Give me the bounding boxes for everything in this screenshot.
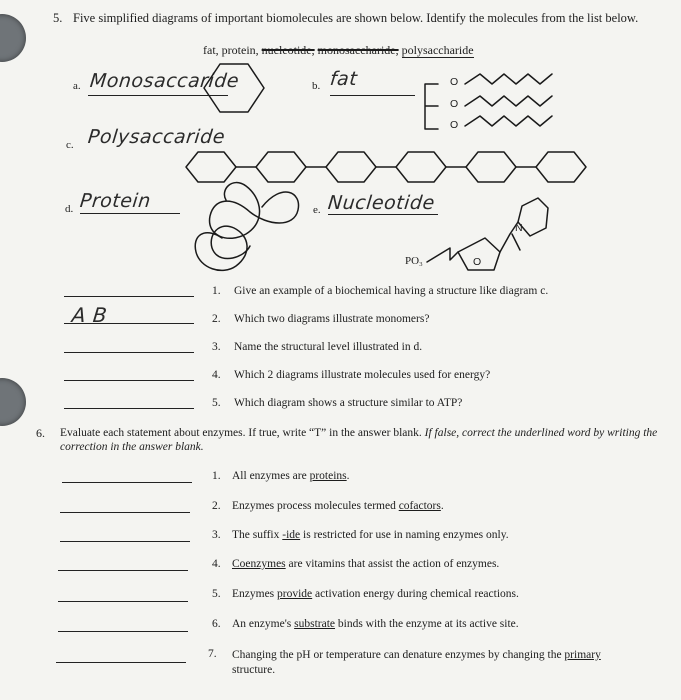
q5-2-text: Which two diagrams illustrate monomers? <box>234 313 430 325</box>
q5-4-answer-line[interactable] <box>64 380 194 381</box>
fatty-acid-chain-3 <box>465 116 552 126</box>
ribose-oxygen-label: O <box>473 256 482 268</box>
q6-1-text: All enzymes are proteins. <box>232 470 350 482</box>
diagram-c-letter: c. <box>66 139 74 151</box>
q5-1-answer-line[interactable] <box>64 296 194 297</box>
base-nitrogen-label: N <box>515 222 523 234</box>
word-polysaccharide: polysaccharide <box>401 43 474 57</box>
q6-5-number: 5. <box>212 588 221 600</box>
fat-oxygen-3: O <box>450 119 459 131</box>
q6-2-text: Enzymes process molecules termed cofactors. <box>232 500 444 512</box>
q6-3-answer-line[interactable] <box>60 541 190 542</box>
diagram-b-answer: fat <box>328 68 359 90</box>
q6-3-text: The suffix -ide is restricted for use in naming enzymes only. <box>232 529 509 541</box>
q6-7-answer-line[interactable] <box>56 662 186 663</box>
q6-2-answer-line[interactable] <box>60 512 190 513</box>
q5-1-number: 1. <box>212 285 221 297</box>
word-monosaccharide: monosaccharide, <box>317 43 399 57</box>
q5-2-number: 2. <box>212 313 221 325</box>
diagram-c-answer: Polysaccaride <box>86 126 227 148</box>
q6-1-underlined: proteins <box>309 470 347 482</box>
diagram-a-letter: a. <box>73 80 81 92</box>
section6-title-plain: Evaluate each statement about enzymes. If true, write “T” in the answer blank. <box>60 427 422 439</box>
word-nucleotide: nucleotide, <box>261 43 315 57</box>
section5-title: Five simplified diagrams of important biomolecules are shown below. Identify the molecules from the list below. <box>73 11 639 25</box>
diagram-e-letter: e. <box>313 204 321 216</box>
nucleotide-structure <box>427 198 548 270</box>
q5-5-number: 5. <box>212 397 221 409</box>
monosaccharide-hexagon <box>204 64 264 112</box>
q6-2-underlined: cofactors <box>398 500 441 512</box>
q6-5-underlined: provide <box>277 588 313 600</box>
q5-5-text: Which diagram shows a structure similar to ATP? <box>234 397 463 409</box>
q6-4-underlined: Coenzymes <box>232 558 286 570</box>
fat-oxygen-2: O <box>450 98 459 110</box>
q6-4-number: 4. <box>212 558 221 570</box>
section5-number: 5. <box>53 11 63 25</box>
q6-2-number: 2. <box>212 500 221 512</box>
q5-3-text: Name the structural level illustrated in d. <box>234 341 423 353</box>
diagram-e-answer: Nucleotide <box>326 192 436 214</box>
q6-4-text: Coenzymes are vitamins that assist the action of enzymes. <box>232 558 500 570</box>
q6-5-answer-line[interactable] <box>58 601 188 602</box>
polysaccharide-chain <box>186 152 586 182</box>
q6-7-line2: structure. <box>232 664 276 676</box>
q6-5-text: Enzymes provide activation energy during chemical reactions. <box>232 588 519 600</box>
diagram-b-letter: b. <box>312 80 321 92</box>
phosphate-label: PO₃ <box>405 255 423 267</box>
protein-tertiary-fold <box>195 183 298 271</box>
q6-6-underlined: substrate <box>294 618 336 630</box>
q6-6-text: An enzyme's substrate binds with the enzyme at its active site. <box>232 618 519 630</box>
section6-number: 6. <box>36 426 45 440</box>
diagram-d-answer: Protein <box>78 190 153 212</box>
diagram-a-answer: Monosaccaride <box>88 70 241 92</box>
q6-3-underlined: -ide <box>282 529 301 541</box>
section6-title <box>60 426 660 454</box>
fat-oxygen-1: O <box>450 76 459 88</box>
q6-1-answer-line[interactable] <box>62 482 192 483</box>
q6-7-text: Changing the pH or temperature can denature enzymes by changing the primary structure. <box>232 649 601 676</box>
q5-3-answer-line[interactable] <box>64 352 194 353</box>
q5-4-number: 4. <box>212 369 221 381</box>
fatty-acid-chain-2 <box>465 96 552 106</box>
q5-1-text: Give an example of a biochemical having a structure like diagram c. <box>234 285 549 297</box>
word-protein: protein, <box>221 43 259 57</box>
q6-3-number: 3. <box>212 529 221 541</box>
q5-5-answer-line[interactable] <box>64 408 194 409</box>
diagram-d-letter: d. <box>65 203 74 215</box>
glycerol-bracket <box>425 84 438 129</box>
q6-6-answer-line[interactable] <box>58 631 188 632</box>
word-fat: fat, <box>203 43 219 57</box>
q6-1-number: 1. <box>212 470 221 482</box>
fatty-acid-chain-1 <box>465 74 552 84</box>
q5-3-number: 3. <box>212 341 221 353</box>
q5-4-text: Which 2 diagrams illustrate molecules used for energy? <box>234 369 491 381</box>
q6-4-answer-line[interactable] <box>58 570 188 571</box>
q6-7-underlined: primary <box>564 649 601 661</box>
section6-title-italic: If false, correct the underlined word by writing the correction in the answer blank. <box>60 427 658 453</box>
q6-7-number: 7. <box>208 648 217 660</box>
q5-2-answer: A B <box>70 303 109 327</box>
q6-6-number: 6. <box>212 618 221 630</box>
